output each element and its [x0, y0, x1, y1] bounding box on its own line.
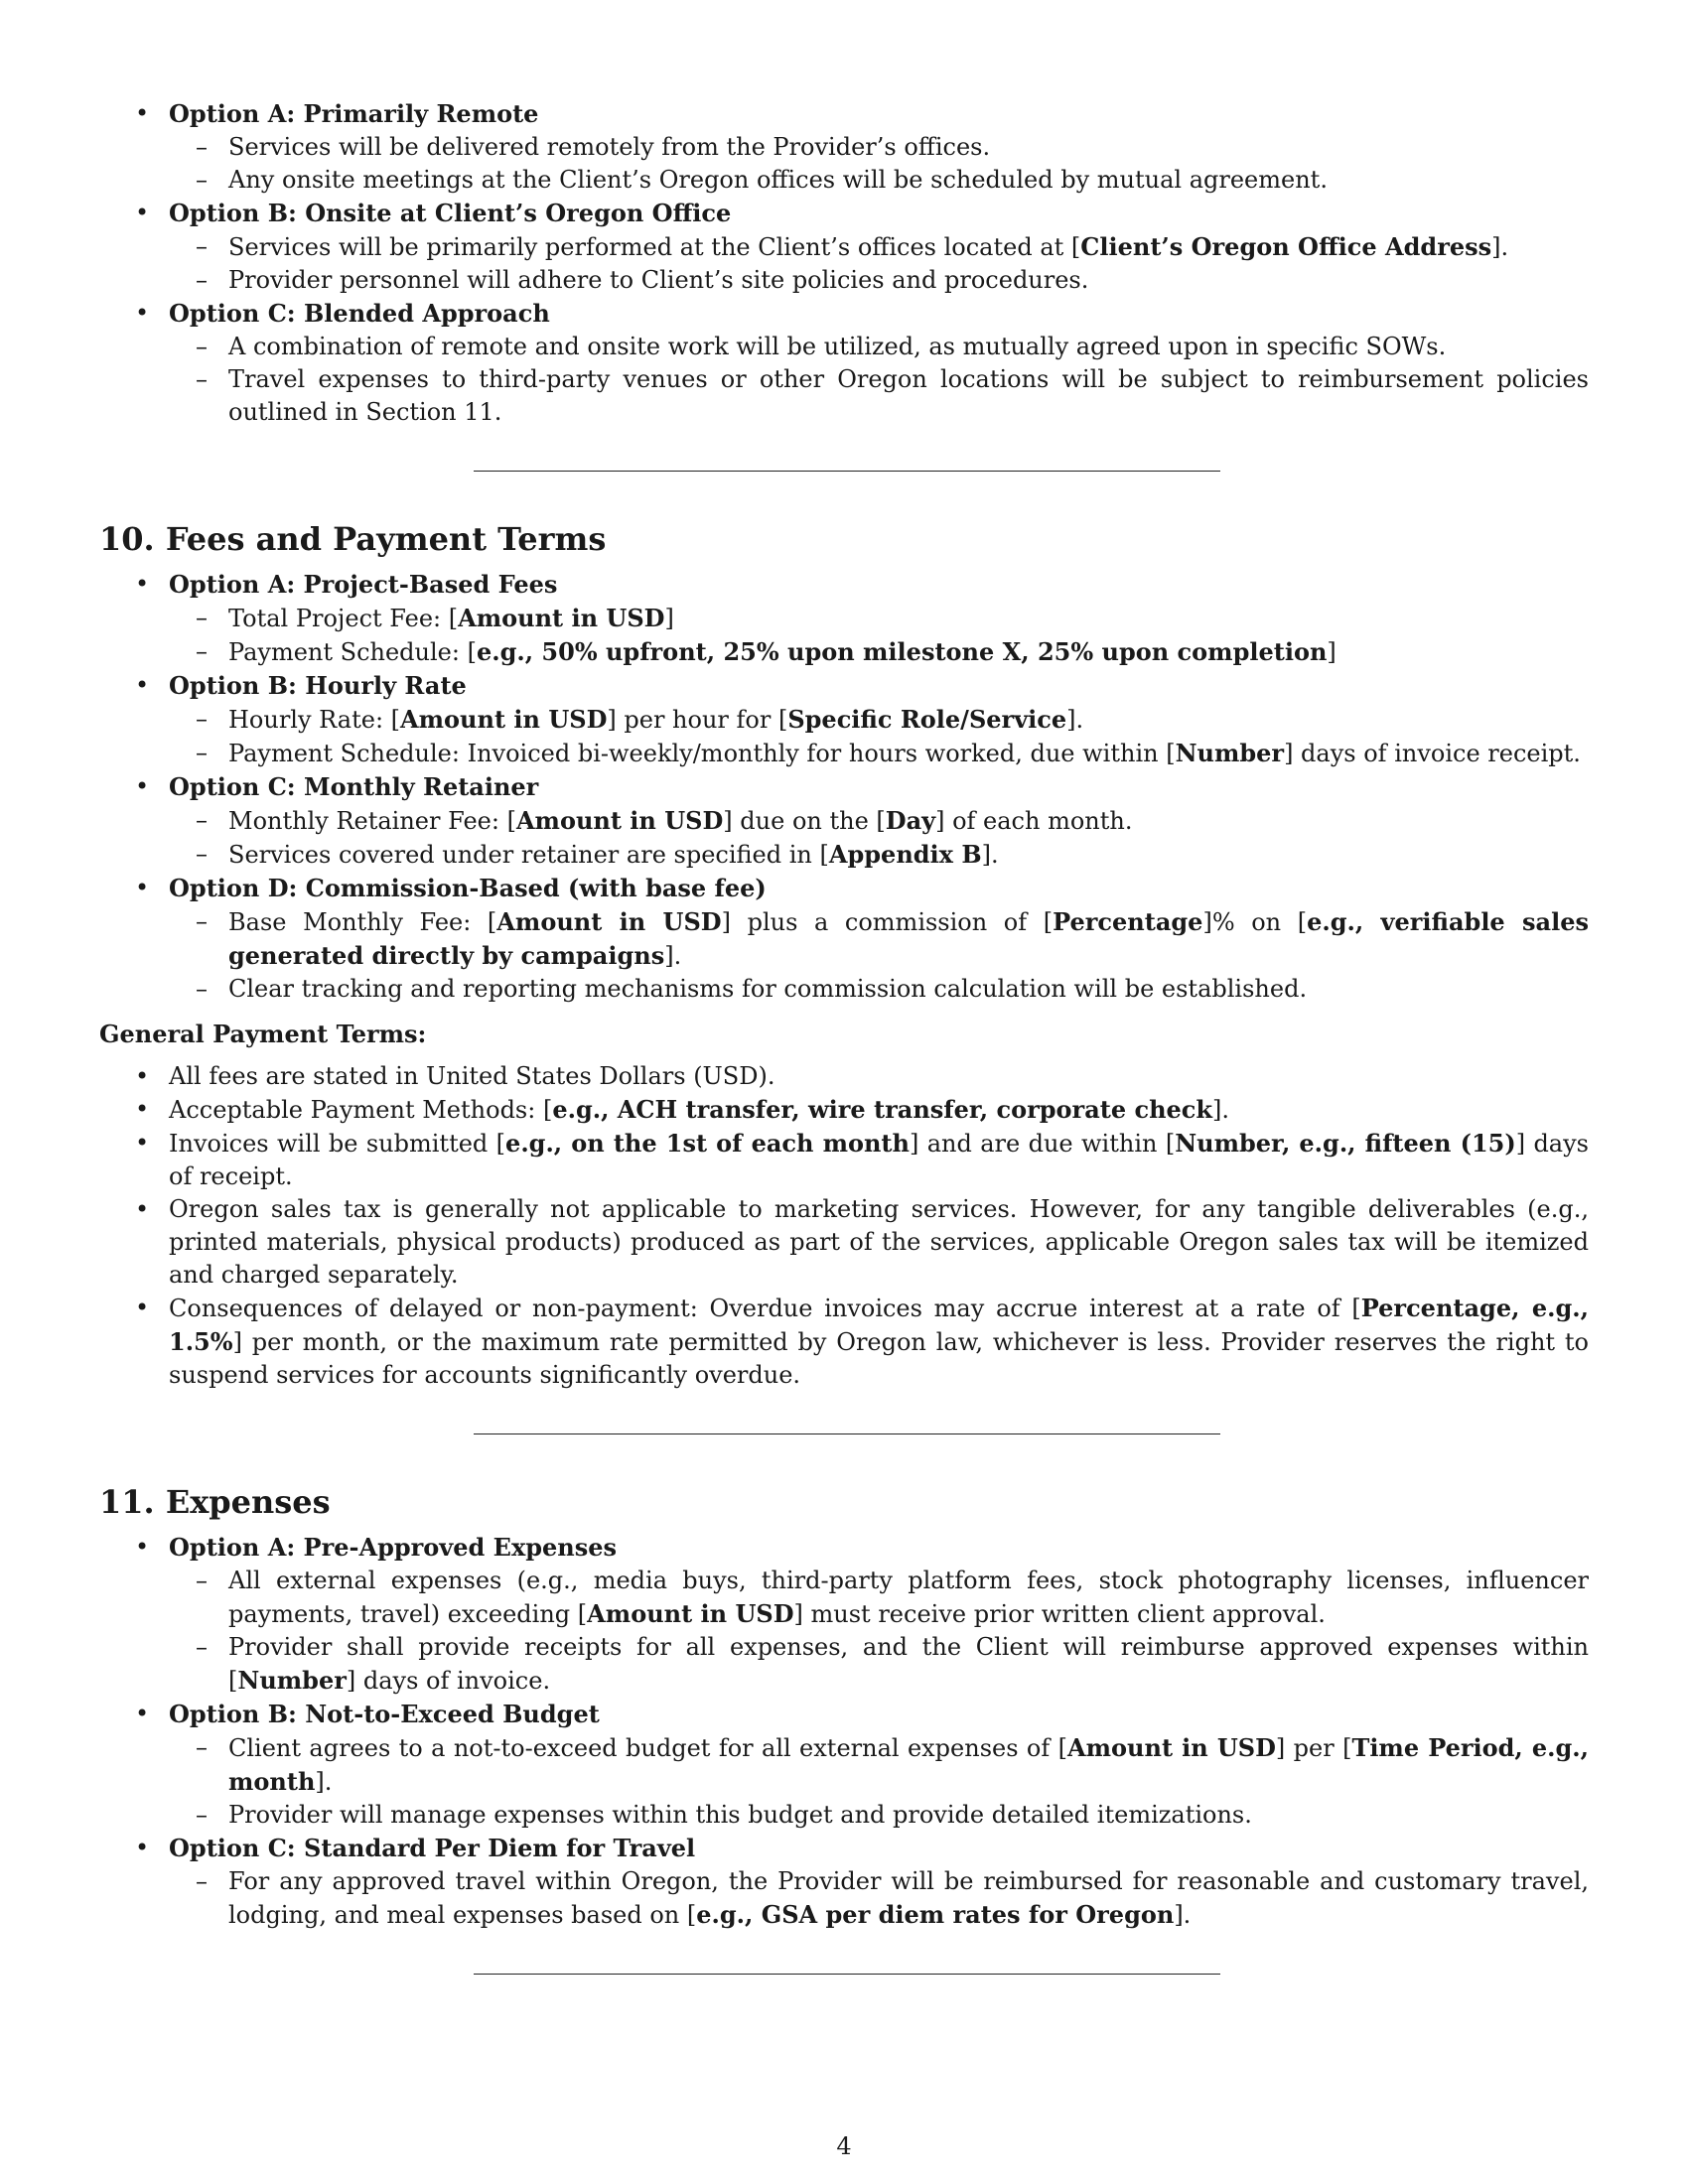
sub-item: – Services will be primarily performed at the Client’s offices located at [Client’s Oregon Office Address]. [169, 230, 1589, 264]
option-item [99, 770, 1589, 872]
section-heading-expenses: 11. Expenses [99, 1483, 331, 1521]
sub-item: – Client agrees to a not-to-exceed budget for all external expenses of [Amount in USD] per [Time Period, e.g., month]. [169, 1731, 1589, 1799]
option-title: Option B: Hourly Rate [169, 671, 467, 700]
option-title: Option D: Commission-Based (with base fee) [169, 874, 767, 902]
sub-item: – Payment Schedule: [e.g., 50% upfront, 25% upon milestone X, 25% upon completion] [169, 635, 1589, 669]
sub-item: – Monthly Retainer Fee: [Amount in USD] due on the [Day] of each month. [169, 804, 1589, 838]
sub-item: – Provider shall provide receipts for all expenses, and the Client will reimburse approved expenses within [Number] days of invoice. [169, 1631, 1589, 1698]
expense-options [99, 1531, 1589, 1932]
option-item [99, 1832, 1589, 1932]
general-payment-terms-list [99, 1060, 1589, 1392]
sub-item: – Travel expenses to third-party venues or other Oregon locations will be subject to reimbursement policies outlined in Section 11. [169, 363, 1589, 429]
sub-item: – Hourly Rate: [Amount in USD] per hour for [Specific Role/Service]. [169, 703, 1589, 737]
work-location-options [99, 97, 1589, 429]
option-item [99, 1531, 1589, 1698]
option-title: Option A: Project-Based Fees [169, 570, 558, 599]
option-title: Option B: Onsite at Client’s Oregon Office [169, 199, 732, 227]
option-title: Option C: Monthly Retainer [169, 772, 539, 801]
general-payment-terms-title: General Payment Terms: [99, 1020, 427, 1048]
list-item: • Acceptable Payment Methods: [e.g., ACH transfer, wire transfer, corporate check]. [99, 1093, 1589, 1127]
sub-item: – For any approved travel within Oregon, the Provider will be reimbursed for reasonable and customary travel, lodging, and meal expenses based on [e.g., GSA per diem rates for Oregon]. [169, 1865, 1589, 1932]
option-item [99, 197, 1589, 297]
horizontal-rule [474, 1433, 1220, 1434]
list-item: • Consequences of delayed or non-payment: Overdue invoices may accrue interest at a rate of [Percentage, e.g., 1.5%] per month, or the maximum rate permitted by Oregon law, whichever is less. Provider reserves the right to suspend services for accounts significantly overdue. [99, 1292, 1589, 1392]
sub-item: – Any onsite meetings at the Client’s Oregon offices will be scheduled by mutual agreement. [169, 164, 1589, 197]
list-item: • All fees are stated in United States Dollars (USD). [99, 1060, 1589, 1093]
fee-options [99, 568, 1589, 1006]
option-item [99, 669, 1589, 770]
horizontal-rule [474, 1974, 1220, 1975]
option-item [99, 97, 1589, 197]
option-title: Option C: Standard Per Diem for Travel [169, 1834, 696, 1862]
option-title: Option A: Primarily Remote [169, 99, 539, 128]
sub-item: – Provider will manage expenses within this budget and provide detailed itemizations. [169, 1799, 1589, 1832]
option-item [99, 568, 1589, 669]
document-page [99, 97, 1589, 1975]
sub-item: – Payment Schedule: Invoiced bi-weekly/monthly for hours worked, due within [Number] days of invoice receipt. [169, 737, 1589, 770]
page-number: 4 [836, 2132, 852, 2160]
sub-item: – Provider personnel will adhere to Client’s site policies and procedures. [169, 264, 1589, 297]
sub-item: – A combination of remote and onsite work will be utilized, as mutually agreed upon in specific SOWs. [169, 331, 1589, 363]
list-item: • Oregon sales tax is generally not applicable to marketing services. However, for any tangible deliverables (e.g., printed materials, physical products) produced as part of the services, applicable Oregon sales tax will be itemized and charged separately. [99, 1193, 1589, 1292]
option-title: Option A: Pre-Approved Expenses [169, 1533, 618, 1562]
option-title: Option B: Not-to-Exceed Budget [169, 1700, 600, 1728]
option-item [99, 297, 1589, 429]
sub-item: – Total Project Fee: [Amount in USD] [169, 602, 1589, 635]
sub-item: – All external expenses (e.g., media buys, third-party platform fees, stock photography licenses, influencer payments, travel) exceeding [Amount in USD] must receive prior written client approval. [169, 1565, 1589, 1631]
horizontal-rule [474, 471, 1220, 472]
sub-item: – Services will be delivered remotely from the Provider’s offices. [169, 131, 1589, 164]
list-item: • Invoices will be submitted [e.g., on the 1st of each month] and are due within [Number, e.g., fifteen (15)] days of receipt. [99, 1127, 1589, 1193]
sub-item: – Services covered under retainer are specified in [Appendix B]. [169, 838, 1589, 872]
section-heading-fees: 10. Fees and Payment Terms [99, 520, 607, 558]
sub-item: – Base Monthly Fee: [Amount in USD] plus a commission of [Percentage]% on [e.g., verifiable sales generated directly by campaigns]. [169, 905, 1589, 973]
option-item [99, 1698, 1589, 1832]
option-item [99, 872, 1589, 1006]
sub-item: – Clear tracking and reporting mechanisms for commission calculation will be established. [169, 973, 1589, 1006]
option-title: Option C: Blended Approach [169, 299, 550, 328]
